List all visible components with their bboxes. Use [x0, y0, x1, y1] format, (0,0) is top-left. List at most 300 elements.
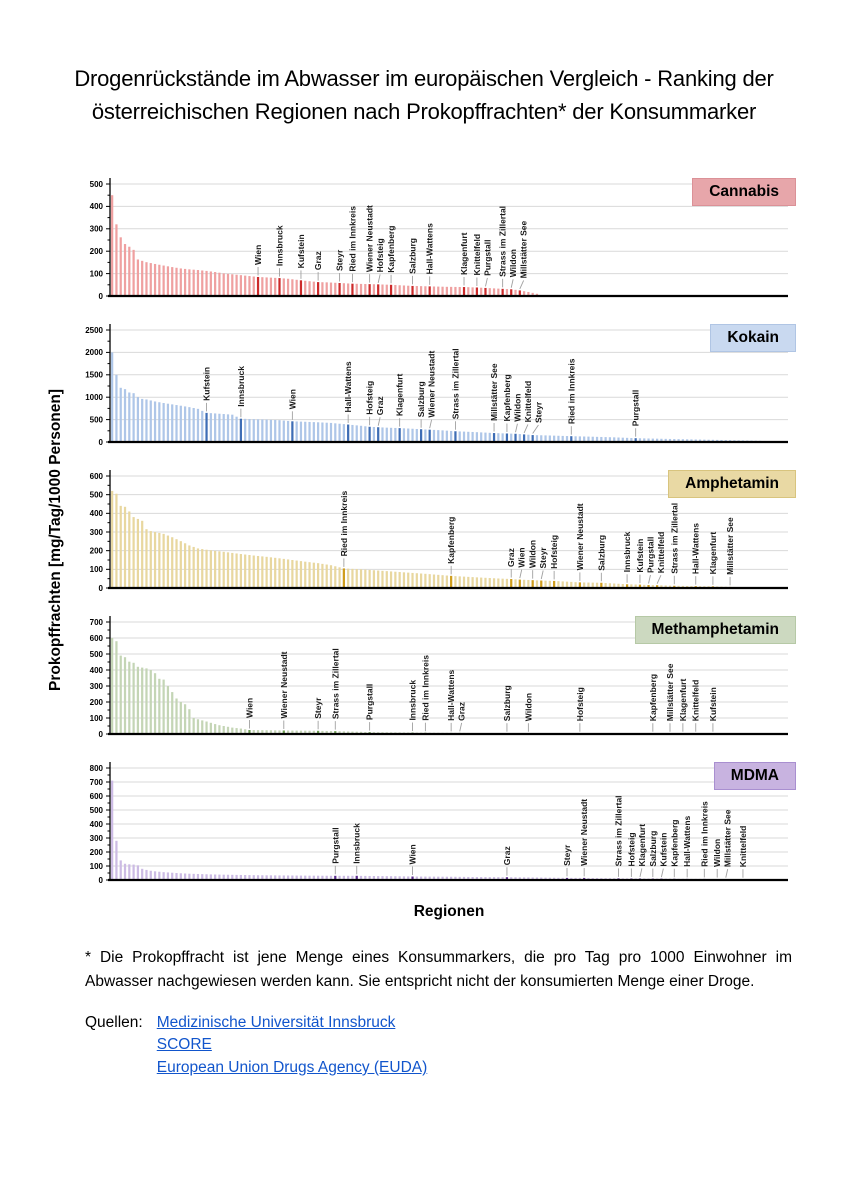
- bar: [171, 692, 173, 734]
- bar: [266, 557, 268, 588]
- bar: [369, 570, 371, 588]
- region-callout-label: Hall-Wattens: [424, 223, 435, 275]
- region-callout-label: Hall-Wattens: [446, 669, 457, 721]
- bar: [338, 283, 340, 296]
- bar: [154, 532, 156, 588]
- bar: [394, 572, 396, 588]
- bar: [163, 680, 165, 734]
- bar: [167, 686, 169, 734]
- region-callout-label: Knittelfeld: [471, 233, 482, 276]
- bar: [484, 288, 486, 296]
- bar: [450, 287, 452, 296]
- region-callout-label: Hofsteig: [574, 687, 585, 722]
- chart-panel-amphetamin: [0, 460, 848, 606]
- y-tick-label: 200: [89, 847, 103, 857]
- bar: [394, 285, 396, 296]
- bar: [544, 581, 546, 588]
- y-tick-label: 0: [98, 291, 103, 301]
- bar: [120, 506, 122, 588]
- bar: [463, 287, 465, 296]
- region-callout-label: Klagenfurt: [707, 531, 718, 575]
- region-callout-label: Innsbruck: [407, 679, 418, 721]
- bar: [244, 276, 246, 296]
- y-tick-label: 0: [98, 437, 103, 447]
- bar: [278, 420, 280, 442]
- y-tick-label: 1500: [85, 370, 103, 380]
- bar: [218, 725, 220, 734]
- bar: [381, 571, 383, 588]
- bar: [283, 421, 285, 442]
- bar: [356, 569, 358, 588]
- series-label-amphetamin: Amphetamin: [668, 470, 796, 498]
- bar: [476, 432, 478, 442]
- bar: [304, 562, 306, 588]
- bar: [115, 494, 117, 588]
- chart-panel-methamphetamin: [0, 606, 848, 752]
- bar: [373, 284, 375, 296]
- region-callout-label: Ried im Innkreis: [338, 490, 349, 557]
- bar: [158, 402, 160, 442]
- region-callout-label: Knittelfeld: [655, 531, 666, 574]
- bar: [446, 431, 448, 442]
- bar: [480, 288, 482, 296]
- bar: [467, 432, 469, 442]
- bar: [523, 434, 525, 442]
- bar: [502, 579, 504, 588]
- bar: [510, 434, 512, 442]
- bar: [184, 406, 186, 442]
- region-callout-label: Millstätter See: [725, 517, 736, 575]
- bar: [231, 553, 233, 588]
- bar: [257, 277, 259, 296]
- source-link-med-uni-innsbruck[interactable]: Medizinische Universität Innsbruck: [156, 1014, 396, 1031]
- region-callout-label: Wien: [244, 697, 255, 718]
- bar: [128, 393, 130, 443]
- chart-area: [0, 168, 848, 958]
- bar: [343, 283, 345, 296]
- sources-label: Quellen:: [85, 1014, 143, 1031]
- bar: [360, 284, 362, 296]
- bar: [390, 285, 392, 296]
- bar: [317, 422, 319, 442]
- region-callout-label: Knittelfeld: [690, 679, 701, 722]
- bar: [141, 521, 143, 588]
- y-tick-label: 0: [98, 875, 103, 885]
- bar: [424, 429, 426, 442]
- region-callout-label: Hall-Wattens: [343, 361, 354, 413]
- bar: [124, 389, 126, 442]
- chart-panel-mdma: [0, 752, 848, 898]
- bar: [364, 284, 366, 296]
- region-callout-label: Purgstall: [482, 239, 493, 276]
- bar: [416, 286, 418, 296]
- region-callout-label: Klagenfurt: [677, 678, 688, 722]
- bar: [137, 259, 139, 296]
- bar: [433, 430, 435, 442]
- y-tick-label: 100: [89, 269, 103, 279]
- bar: [270, 557, 272, 588]
- bar: [175, 539, 177, 588]
- bar: [141, 869, 143, 880]
- region-callout-label: Hofsteig: [626, 832, 637, 867]
- bar: [287, 559, 289, 588]
- region-callout-label: Hofsteig: [549, 534, 560, 569]
- leader-line: [460, 723, 462, 732]
- bar: [334, 423, 336, 442]
- bar: [274, 420, 276, 442]
- region-callout-label: Salzburg: [501, 685, 512, 722]
- y-tick-label: 0: [98, 583, 103, 593]
- bar: [261, 556, 263, 588]
- region-callout-label: Knittelfeld: [737, 825, 748, 868]
- bar: [167, 404, 169, 442]
- region-callout-label: Wiener Neustadt: [426, 350, 437, 418]
- region-callout-label: Wiener Neustadt: [278, 651, 289, 719]
- region-callout-label: Purgstall: [330, 827, 341, 864]
- bar: [128, 511, 130, 588]
- bar: [287, 421, 289, 442]
- bar: [154, 264, 156, 296]
- bar: [184, 269, 186, 296]
- bar: [163, 403, 165, 442]
- bar: [394, 428, 396, 442]
- leader-line: [541, 571, 543, 580]
- region-callout-label: Salzburg: [416, 381, 427, 418]
- bar: [304, 281, 306, 296]
- bar: [463, 577, 465, 588]
- bar: [502, 433, 504, 442]
- bar: [489, 433, 491, 442]
- bar: [480, 578, 482, 588]
- region-callout-label: Kapfenberg: [669, 819, 680, 867]
- bar: [296, 561, 298, 588]
- bar: [497, 433, 499, 442]
- region-callout-label: Wien: [287, 389, 298, 410]
- region-callout-label: Strass im Zillertal: [330, 648, 341, 720]
- y-tick-label: 100: [89, 861, 103, 871]
- bar: [296, 421, 298, 442]
- bar: [137, 667, 139, 734]
- bar: [540, 581, 542, 588]
- bar: [437, 430, 439, 442]
- bar: [321, 423, 323, 443]
- bar: [519, 580, 521, 588]
- region-callout-label: Wildon: [508, 249, 519, 278]
- source-link-euda[interactable]: European Union Drugs Agency (EUDA): [156, 1058, 428, 1076]
- bar: [205, 722, 207, 734]
- bar: [248, 276, 250, 296]
- region-callout-label: Kufstein: [201, 366, 212, 401]
- bar: [471, 432, 473, 442]
- region-callout-label: Graz: [456, 701, 467, 721]
- bar: [532, 580, 534, 588]
- bar: [120, 860, 122, 880]
- bar: [197, 548, 199, 588]
- bar: [163, 872, 165, 880]
- region-callout-label: Innsbruck: [622, 531, 633, 573]
- leader-line: [516, 424, 518, 433]
- leader-line: [430, 420, 432, 429]
- bar: [184, 704, 186, 734]
- bar: [291, 421, 293, 442]
- bar: [407, 573, 409, 588]
- bar: [399, 285, 401, 296]
- bar: [231, 415, 233, 442]
- bar: [476, 577, 478, 588]
- bar: [369, 427, 371, 442]
- bar: [210, 413, 212, 442]
- bar: [210, 723, 212, 734]
- bar: [193, 547, 195, 588]
- bar: [158, 265, 160, 296]
- bar: [338, 424, 340, 442]
- bar: [218, 414, 220, 442]
- region-callout-label: Kufstein: [707, 687, 718, 722]
- bar: [154, 401, 156, 442]
- y-tick-label: 500: [89, 649, 103, 659]
- bar: [240, 419, 242, 442]
- region-callout-label: Wiener Neustadt: [574, 503, 585, 571]
- y-tick-label: 2500: [85, 325, 103, 335]
- bar: [210, 271, 212, 296]
- sources: [85, 1012, 427, 1079]
- bar: [523, 580, 525, 588]
- bar: [377, 284, 379, 296]
- y-tick-label: 600: [89, 633, 103, 643]
- bar: [416, 429, 418, 442]
- bar: [227, 414, 229, 442]
- region-callout-label: Wien: [253, 244, 264, 265]
- bar: [201, 270, 203, 296]
- y-tick-label: 200: [89, 697, 103, 707]
- bar: [450, 576, 452, 588]
- y-tick-label: 300: [89, 224, 103, 234]
- bar: [330, 423, 332, 442]
- bar: [441, 287, 443, 296]
- bar: [240, 275, 242, 296]
- bar: [343, 568, 345, 588]
- bar: [124, 864, 126, 880]
- region-callout-label: Wildon: [712, 838, 723, 868]
- bar: [454, 576, 456, 588]
- bar: [326, 423, 328, 442]
- bar: [347, 569, 349, 588]
- bar: [137, 519, 139, 588]
- bar: [313, 563, 315, 588]
- bar: [111, 195, 113, 296]
- leader-line: [726, 869, 728, 878]
- bar: [175, 405, 177, 442]
- region-callout-label: Graz: [506, 548, 517, 568]
- region-callout-label: Graz: [375, 396, 386, 416]
- bar: [124, 507, 126, 588]
- bar: [471, 577, 473, 588]
- bar: [420, 286, 422, 296]
- bar: [120, 656, 122, 734]
- bar: [493, 578, 495, 588]
- bar: [300, 280, 302, 296]
- region-callout-label: Salzburg: [407, 238, 418, 274]
- bar: [261, 419, 263, 442]
- y-tick-label: 500: [89, 415, 103, 425]
- leader-line: [520, 570, 522, 579]
- bar: [266, 420, 268, 442]
- bar: [386, 571, 388, 588]
- region-callout-label: Kufstein: [295, 234, 306, 269]
- bar: [132, 517, 134, 588]
- bar: [111, 352, 113, 442]
- bar: [154, 871, 156, 880]
- bar: [484, 433, 486, 442]
- bar: [175, 698, 177, 734]
- bar: [459, 576, 461, 588]
- bar: [111, 491, 113, 588]
- bar: [334, 283, 336, 296]
- bar: [429, 430, 431, 442]
- leader-line: [378, 274, 380, 283]
- bar: [266, 277, 268, 296]
- y-tick-label: 300: [89, 681, 103, 691]
- bar: [214, 724, 216, 734]
- region-callout-label: Wiener Neustadt: [364, 205, 375, 273]
- bar: [154, 673, 156, 734]
- bar: [197, 270, 199, 296]
- bar: [180, 406, 182, 442]
- region-callout-label: Wien: [407, 844, 418, 865]
- bar: [308, 562, 310, 588]
- region-callout-label: Wildon: [512, 393, 523, 422]
- leader-line: [524, 424, 528, 433]
- bar: [193, 408, 195, 442]
- bar: [493, 433, 495, 442]
- region-callout-label: Wiener Neustadt: [579, 798, 590, 866]
- bar: [115, 224, 117, 296]
- bar: [223, 552, 225, 588]
- bar: [463, 432, 465, 442]
- bar: [514, 579, 516, 588]
- bar: [300, 422, 302, 442]
- bar: [326, 565, 328, 588]
- bar: [124, 657, 126, 734]
- leader-line: [533, 425, 539, 434]
- y-tick-label: 1000: [85, 393, 103, 402]
- source-link-score[interactable]: SCORE: [156, 1036, 212, 1054]
- bar: [381, 285, 383, 297]
- bar: [514, 434, 516, 442]
- region-callout-label: Kufstein: [634, 538, 645, 573]
- bar: [193, 718, 195, 734]
- bar: [510, 579, 512, 588]
- bar: [519, 434, 521, 442]
- region-callout-label: Hofsteig: [364, 380, 375, 415]
- leader-line: [657, 575, 661, 584]
- region-callout-label: Purgstall: [645, 536, 656, 574]
- bar: [381, 427, 383, 442]
- bar: [167, 872, 169, 880]
- bar: [167, 266, 169, 296]
- x-axis-label: Regionen: [413, 903, 485, 920]
- bar: [235, 275, 237, 296]
- bar: [446, 576, 448, 588]
- bar: [291, 560, 293, 588]
- bar: [214, 413, 216, 442]
- bar: [471, 287, 473, 296]
- bar: [441, 575, 443, 588]
- leader-line: [649, 575, 651, 584]
- region-callout-label: Graz: [501, 846, 512, 866]
- bar: [446, 287, 448, 296]
- region-callout-label: Millstätter See: [664, 663, 675, 722]
- leader-line: [485, 278, 487, 287]
- bar: [283, 559, 285, 588]
- bar: [201, 549, 203, 588]
- bar: [386, 285, 388, 296]
- region-callout-label: Kapfenberg: [386, 225, 397, 273]
- bar: [158, 872, 160, 880]
- y-tick-label: 100: [89, 713, 103, 723]
- bar: [424, 286, 426, 296]
- y-tick-label: 400: [89, 509, 103, 519]
- bar: [467, 287, 469, 296]
- bar: [278, 558, 280, 588]
- bar: [128, 662, 130, 734]
- bar: [270, 278, 272, 296]
- bar: [411, 573, 413, 588]
- region-callout-label: Graz: [313, 251, 324, 271]
- bar: [338, 567, 340, 588]
- bar: [364, 570, 366, 588]
- bar: [227, 274, 229, 296]
- region-callout-label: Klagenfurt: [636, 823, 647, 867]
- chart-panel-cannabis: [0, 168, 848, 314]
- series-label-methamphetamin: Methamphetamin: [635, 616, 796, 644]
- region-callout-label: Innsbruck: [351, 823, 362, 864]
- bar: [493, 288, 495, 296]
- y-tick-label: 700: [89, 777, 103, 787]
- region-callout-label: Purgstall: [364, 683, 375, 721]
- bar: [313, 282, 315, 296]
- bar: [399, 572, 401, 588]
- bar: [437, 575, 439, 588]
- bar: [171, 404, 173, 442]
- bar: [403, 428, 405, 442]
- bar: [171, 537, 173, 588]
- bar: [253, 277, 255, 296]
- leader-line: [520, 280, 524, 289]
- bar: [296, 280, 298, 296]
- bar: [373, 570, 375, 588]
- bar: [111, 781, 113, 880]
- bar: [416, 573, 418, 588]
- region-callout-label: Ried im Innkreis: [566, 358, 577, 425]
- bar: [411, 286, 413, 296]
- y-tick-label: 200: [89, 247, 103, 256]
- bar: [433, 575, 435, 589]
- bar: [399, 428, 401, 442]
- series-label-cannabis: Cannabis: [692, 178, 796, 206]
- y-tick-label: 500: [89, 179, 103, 189]
- bar: [403, 572, 405, 588]
- bar: [330, 283, 332, 296]
- bar: [158, 679, 160, 734]
- bar: [317, 282, 319, 296]
- bar: [205, 550, 207, 588]
- bar: [377, 571, 379, 588]
- bar: [210, 550, 212, 588]
- bar: [373, 427, 375, 442]
- region-callout-label: Strass im Zillertal: [450, 348, 461, 420]
- bar: [240, 554, 242, 588]
